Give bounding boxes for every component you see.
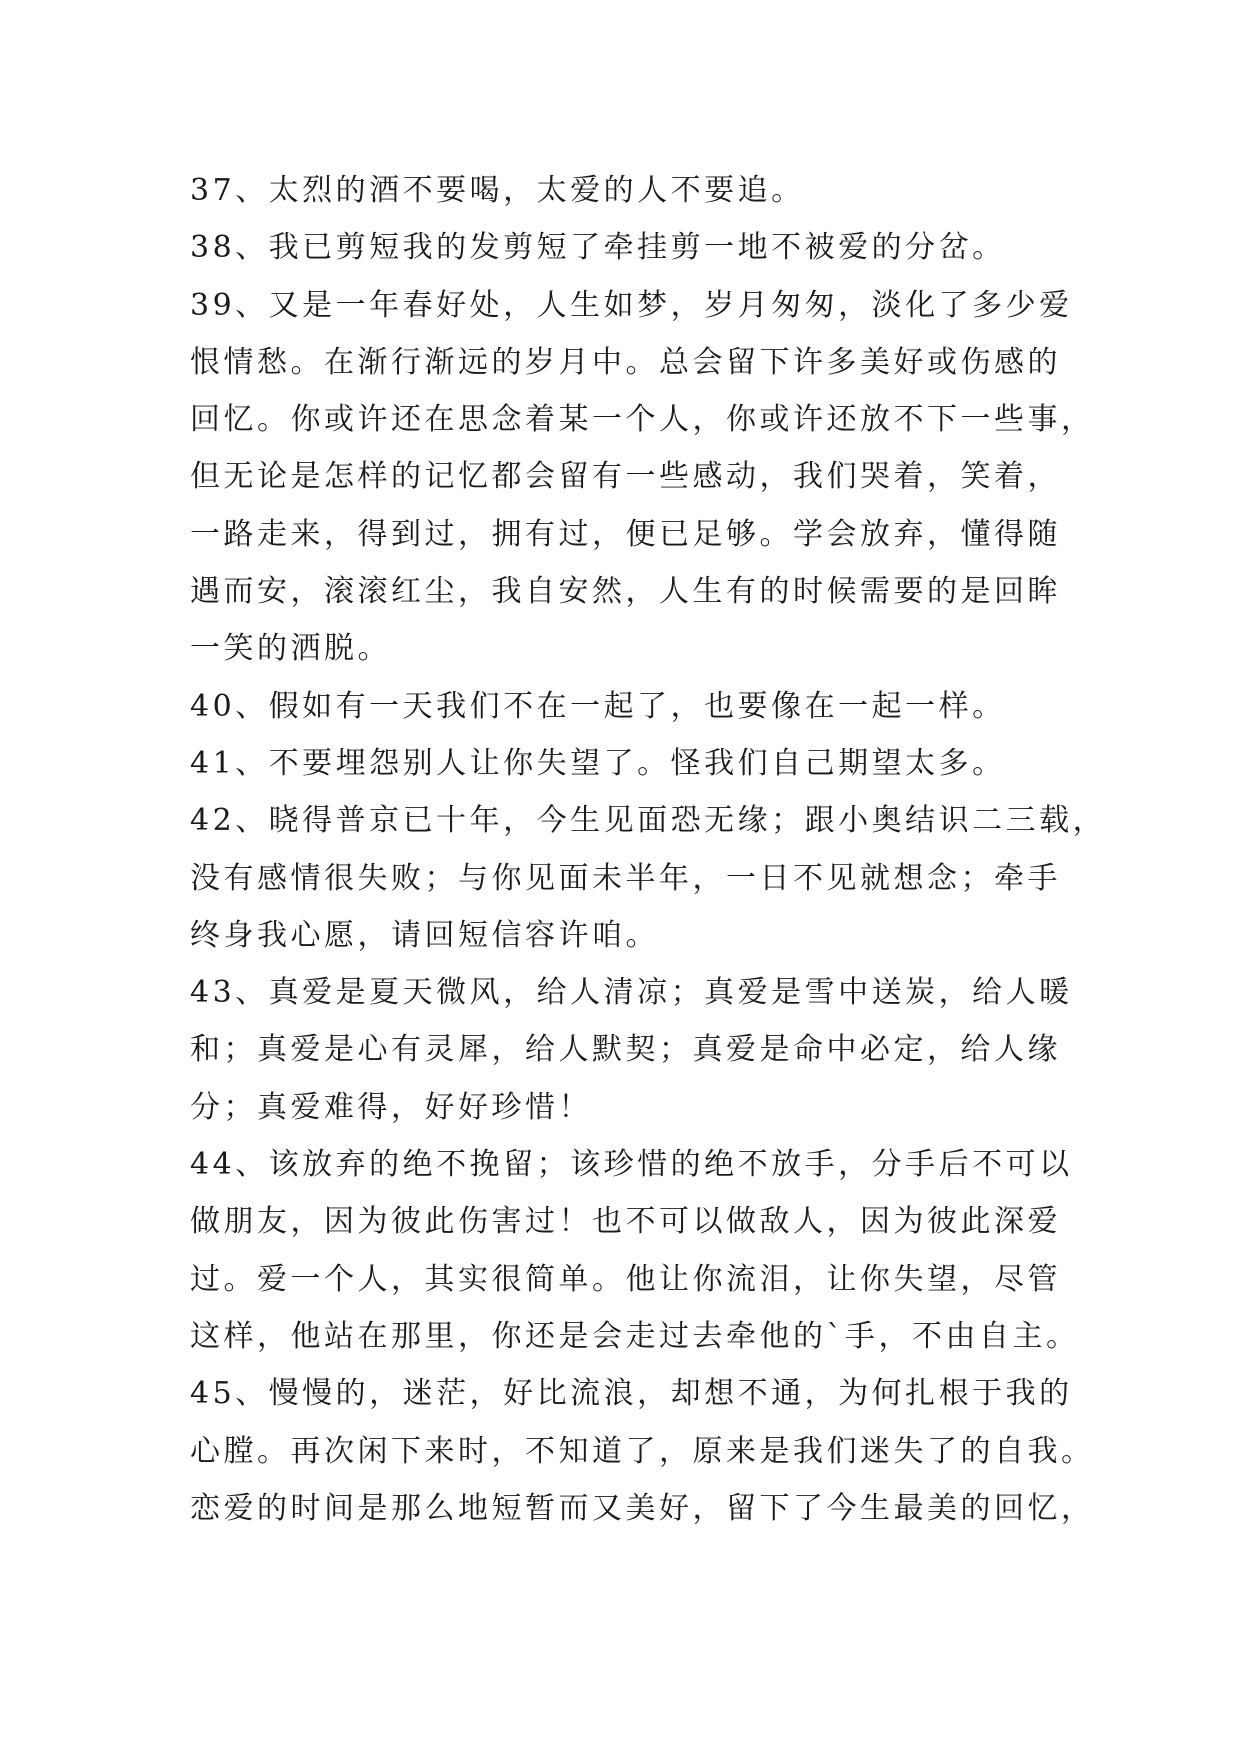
text-line: 37、太烈的酒不要喝，太爱的人不要追。 — [190, 173, 805, 208]
text-line: 恨情愁。在渐行渐远的岁月中。总会留下许多美好或伤感的 — [190, 344, 1061, 380]
text-line: 和；真爱是心有灵犀，给人默契；真爱是命中必定，给人缘 — [190, 1032, 1061, 1068]
text-line: 44、该放弃的绝不挽留；该珍惜的绝不放手，分手后不可以 — [190, 1147, 1073, 1183]
text-line: 但无论是怎样的记忆都会留有一些感动，我们哭着，笑着， — [190, 459, 1061, 495]
document-body — [190, 162, 1107, 1537]
text-line: 没有感情很失败；与你见面未半年，一日不见就想念；牵手 — [190, 860, 1061, 896]
text-line: 一笑的洒脱。 — [190, 631, 391, 667]
text-line: 过。爱一个人，其实很简单。他让你流泪，让你失望，尽管 — [190, 1261, 1061, 1297]
text-line: 终身我心愿，请回短信容许咱。 — [190, 917, 659, 953]
text-line: 45、慢慢的，迷茫，好比流浪，却想不通，为何扎根于我的 — [190, 1376, 1073, 1412]
text-line: 38、我已剪短我的发剪短了牵挂剪一地不被爱的分岔。 — [190, 230, 1006, 266]
text-line: 回忆。你或许还在思念着某一个人，你或许还放不下一些事， — [190, 402, 1095, 438]
text-line: 40、假如有一天我们不在一起了，也要像在一起一样。 — [190, 688, 1006, 724]
text-line: 做朋友，因为彼此伤害过！也不可以做敌人，因为彼此深爱 — [190, 1204, 1061, 1240]
text-line: 41、不要埋怨别人让你失望了。怪我们自己期望太多。 — [190, 745, 1006, 781]
text-line: 一路走来，得到过，拥有过，便已足够。学会放弃，懂得随 — [190, 516, 1061, 552]
text-line: 43、真爱是夏天微风，给人清凉；真爱是雪中送炭，给人暖 — [190, 975, 1073, 1011]
text-line: 恋爱的时间是那么地短暂而又美好，留下了今生最美的回忆， — [190, 1490, 1095, 1526]
text-line: 42、晓得普京已十年，今生见面恐无缘；跟小奥结识二三载， — [190, 803, 1107, 839]
text-line: 这样，他站在那里，你还是会走过去牵他的`手，不由自主。 — [190, 1318, 1080, 1354]
text-line: 39、又是一年春好处，人生如梦，岁月匆匆，淡化了多少爱 — [190, 287, 1073, 323]
text-line: 心膛。再次闲下来时，不知道了，原来是我们迷失了的自我。 — [190, 1433, 1095, 1469]
text-line: 分；真爱难得，好好珍惜！ — [190, 1089, 592, 1125]
text-line: 遇而安，滚滚红尘，我自安然，人生有的时候需要的是回眸 — [190, 574, 1061, 610]
